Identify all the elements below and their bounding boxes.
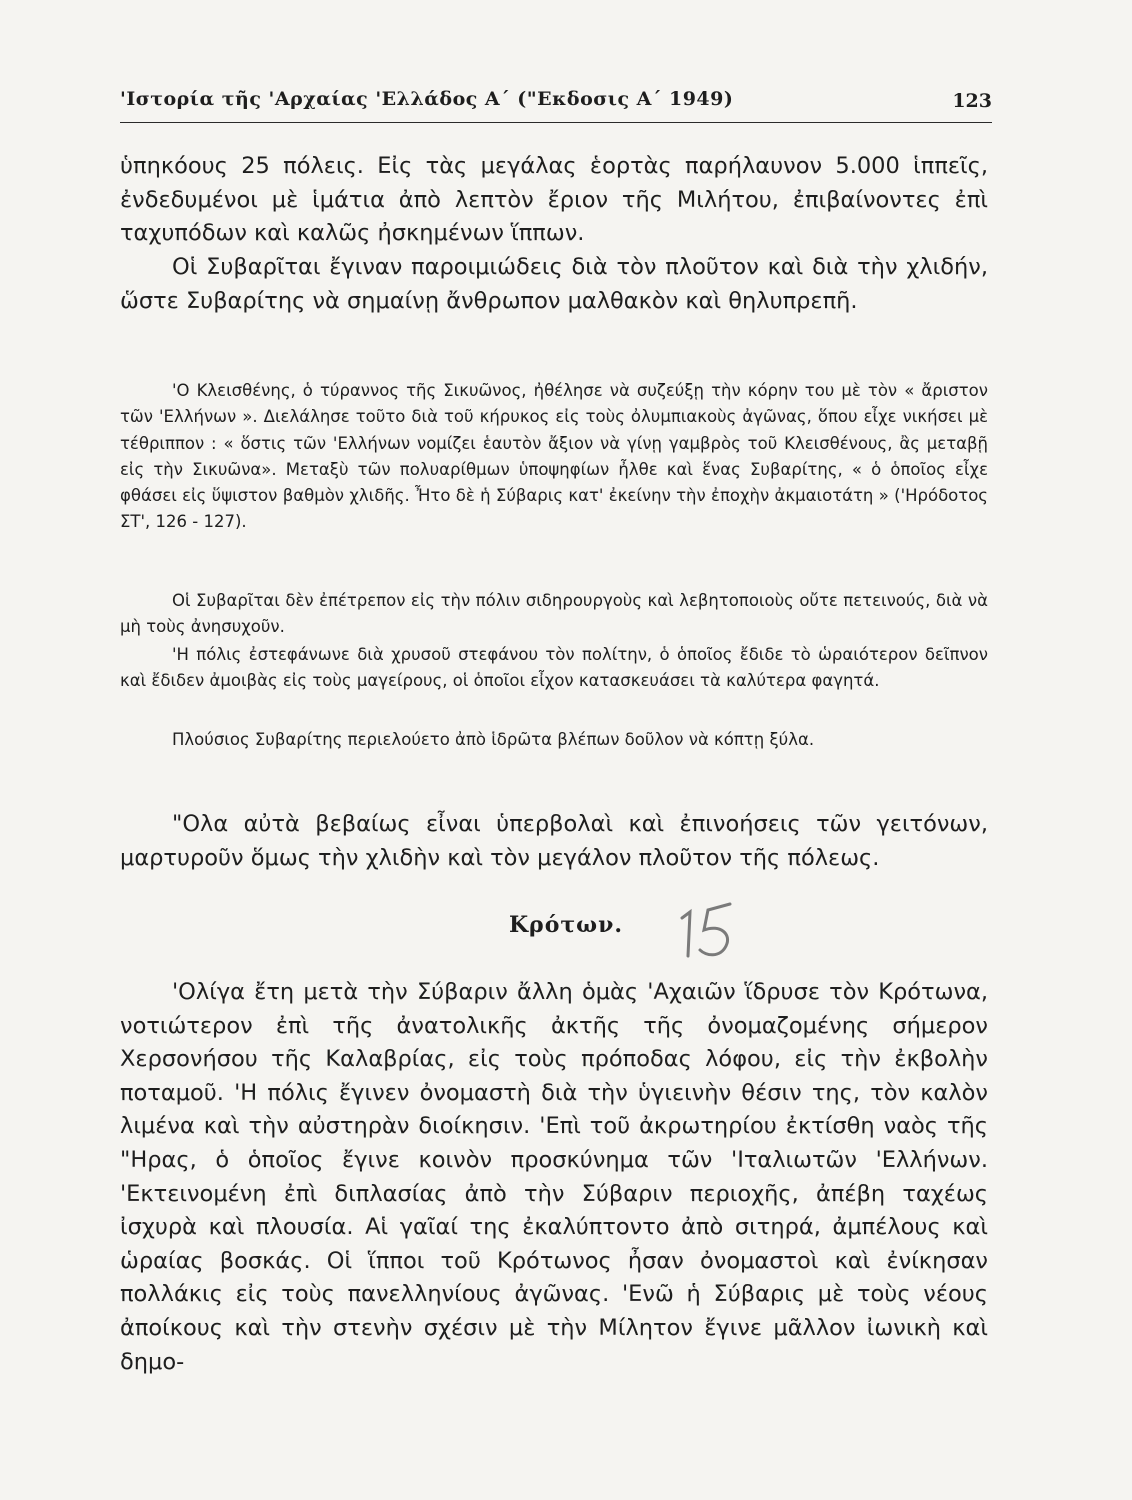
paragraph-kroton: 'Ολίγα ἔτη μετὰ τὴν Σύβαριν ἄλλη ὁμὰς 'Αχαιῶν ἵδρυσε τὸν Κρότωνα, νοτιώτερον ἐπὶ τῆς ἀνατολικῆς ἀκτῆς τῆς ὀνομαζομένης σήμερον Χερσονήσου τῆς Καλαβρίας, εἰς τοὺς πρόποδας λόφου, εἰς τὴν ἐκβολὴν ποταμοῦ. 'Η πόλις ἔγινεν ὀνομαστὴ διὰ τὴν ὑγιεινὴν θέσιν της, τὸν καλὸν λιμένα καὶ τὴν αὐστηρὰν διοίκησιν. 'Επὶ τοῦ ἀκρωτηρίου ἐκτίσθη ναὸς τῆς "Ηρας, ὁ ὁποῖος ἔγινε κοινὸν προσκύνημα τῶν 'Ιταλιωτῶν 'Ελλήνων. 'Εκτεινομένη ἐπὶ διπλασίας ἀπὸ τὴν Σύβαριν περιοχῆς, ἀπέβη ταχέως ἰσχυρὰ καὶ πλουσία. Αἱ γαῖαί της ἐκαλύπτοντο ἀπὸ σιτηρά, ἀμπέλους καὶ ὡραίας βοσκάς. Οἱ ἵπποι τοῦ Κρότωνος ἦσαν ὀνομαστοὶ καὶ ἐνίκησαν πολλάκις εἰς τοὺς πανελληνίους ἀγῶνας. 'Ενῶ ἡ Σύβαρις μὲ τοὺς νέους ἀποίκους καὶ τὴν στενὴν σχέσιν μὲ τὴν Μίλητον ἔγινε μᾶλλον ἰωνικὴ καὶ δημο-: [120, 979, 988, 1375]
running-header: [120, 88, 992, 123]
note-crown: 'Η πόλις ἐστεφάνωνε διὰ χρυσοῦ στεφάνου τὸν πολίτην, ὁ ὁποῖος ἔδιδε τὸ ὡραιότερον δεῖπνον καὶ ἔδιδεν ἀμοιβὰς εἰς τοὺς μαγείρους, οἱ ὁποῖοι εἶχον κατασκευάσει τὰ καλύτερα φαγητά.: [120, 645, 988, 691]
section-heading-kroton: Κρότων.: [508, 912, 624, 938]
note-sweat: Πλούσιος Συβαρίτης περιελούετο ἀπὸ ἱδρῶτα βλέπων δοῦλον νὰ κόπτῃ ξύλα.: [172, 730, 815, 749]
paragraph-sybarites-proverbial: Οἱ Συβαρῖται ἔγιναν παροιμιώδεις διὰ τὸν πλοῦτον καὶ διὰ τὴν χλιδήν, ὥστε Συβαρίτης νὰ σημαίνῃ ἄνθρωπον μαλθακὸν καὶ θηλυπρεπῆ.: [120, 254, 988, 314]
note-kleisthenes: 'Ο Κλεισθένης, ὁ τύραννος τῆς Σικυῶνος, ἠθέλησε νὰ συζεύξῃ τὴν κόρην του μὲ τὸν « ἄριστον τῶν 'Ελλήνων ». Διελάλησε τοῦτο διὰ τοῦ κήρυκος εἰς τοὺς ὀλυμπιακοὺς ἀγῶνας, ὅπου εἶχε νικήσει μὲ τέθριππον : « ὅστις τῶν 'Ελλήνων νομίζει ἑαυτὸν ἄξιον νὰ γίνῃ γαμβρὸς τοῦ Κλεισθένους, ἂς μεταβῇ εἰς τὴν Σικυῶνα». Μεταξὺ τῶν πολυαρίθμων ὑποψηφίων ἦλθε καὶ ἕνας Συβαρίτης, « ὁ ὁποῖος εἶχε φθάσει εἰς ὕψιστον βαθμὸν χλιδῆς. Ἦτο δὲ ἡ Σύβαρις κατ' ἐκείνην τὴν ἐποχὴν ἀκμαιοτάτη » ('Ηρόδοτος ΣΤ', 126 - 127).: [120, 381, 988, 532]
handwritten-number-mark: [668, 898, 742, 962]
paragraph-cavalry: ὑπηκόους 25 πόλεις. Εἰς τὰς μεγάλας ἑορτὰς παρήλαυνον 5.000 ἱππεῖς, ἐνδεδυμένοι μὲ ἱμάτια ἀπὸ λεπτὸν ἔριον τῆς Μιλήτου, ἐπιβαίνοντες ἐπὶ ταχυπόδων καὶ καλῶς ἠσκημένων ἵππων.: [120, 153, 988, 247]
note-blacksmiths: Οἱ Συβαρῖται δὲν ἐπέτρεπον εἰς τὴν πόλιν σιδηρουργοὺς καὶ λεβητοποιοὺς οὔτε πετεινούς, διὰ νὰ μὴ τοὺς ἀνησυχοῦν.: [120, 591, 988, 637]
paragraph-exaggerations: "Ολα αὐτὰ βεβαίως εἶναι ὑπερβολαὶ καὶ ἐπινοήσεις τῶν γειτόνων, μαρτυροῦν ὅμως τὴν χλιδὴν καὶ τὸν μεγάλον πλοῦτον τῆς πόλεως.: [120, 811, 988, 871]
page-number: 123: [952, 90, 992, 112]
header-title: 'Ιστορία τῆς 'Αρχαίας 'Ελλάδος Α΄ ("Εκδοσις Α΄ 1949): [120, 88, 734, 110]
